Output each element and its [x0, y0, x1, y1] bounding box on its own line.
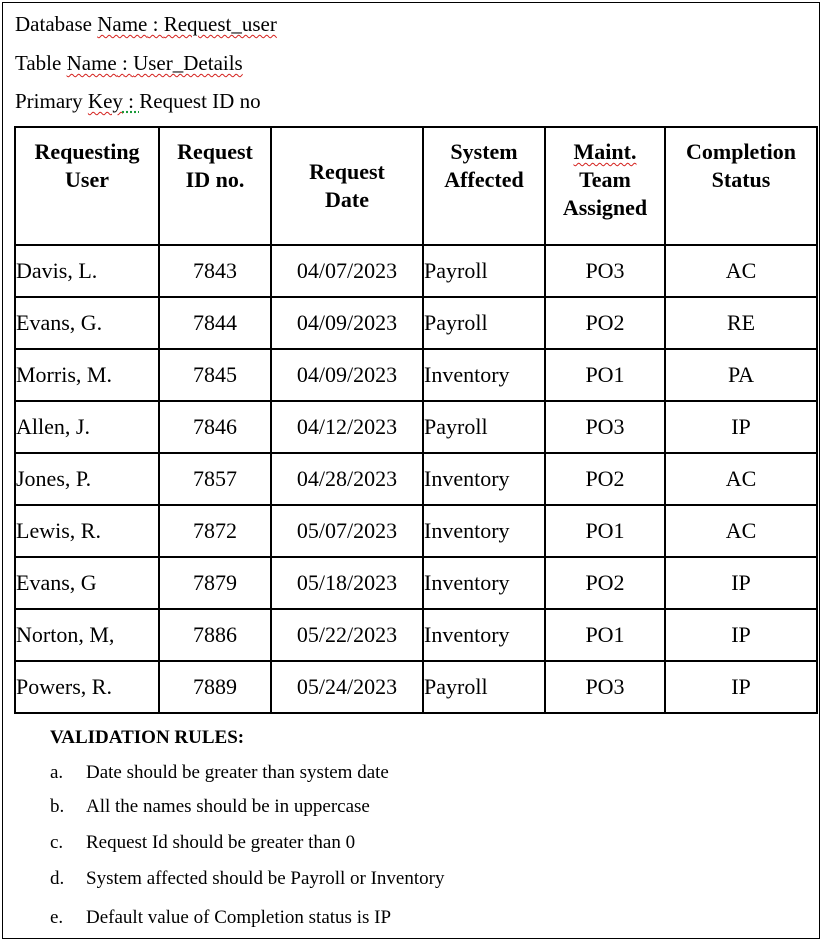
table-name-word: Name [66, 51, 117, 75]
primary-key-line [15, 89, 261, 113]
header-row [15, 127, 817, 245]
cell-user: Davis, L. [15, 245, 159, 297]
table-row [15, 609, 817, 661]
cell-request-date: 05/22/2023 [271, 609, 423, 661]
cell-team: PO2 [545, 297, 665, 349]
database-name-value: Request_user [163, 12, 277, 36]
cell-user: Lewis, R. [15, 505, 159, 557]
table-row [15, 297, 817, 349]
cell-system: Payroll [423, 661, 545, 713]
cell-system: Inventory [423, 505, 545, 557]
cell-team: PO1 [545, 349, 665, 401]
cell-team: PO2 [545, 557, 665, 609]
cell-system: Payroll [423, 297, 545, 349]
cell-team: PO2 [545, 453, 665, 505]
table-row [15, 401, 817, 453]
cell-team: PO3 [545, 401, 665, 453]
cell-request-date: 04/09/2023 [271, 297, 423, 349]
cell-request-id: 7889 [159, 661, 271, 713]
table-row [15, 349, 817, 401]
rule-item: e. Default value of Completion status is IP [50, 907, 392, 928]
cell-request-date: 04/09/2023 [271, 349, 423, 401]
cell-status: IP [665, 609, 817, 661]
database-label: Database [15, 12, 98, 36]
database-name-word: Name [97, 12, 148, 36]
cell-status: AC [665, 245, 817, 297]
table-row [15, 453, 817, 505]
table-name-line [15, 51, 243, 75]
header-completion-status: Completion Status [665, 127, 817, 245]
cell-user: Evans, G [15, 557, 159, 609]
cell-request-date: 04/28/2023 [271, 453, 423, 505]
cell-team: PO3 [545, 661, 665, 713]
header-requesting-user: Requesting User [15, 127, 159, 245]
cell-request-date: 04/12/2023 [271, 401, 423, 453]
cell-request-id: 7845 [159, 349, 271, 401]
header-request-id: Request ID no. [159, 127, 271, 245]
cell-system: Payroll [423, 245, 545, 297]
database-colon: : [147, 12, 164, 36]
cell-status: AC [665, 505, 817, 557]
table-row [15, 505, 817, 557]
cell-request-date: 04/07/2023 [271, 245, 423, 297]
cell-request-id: 7879 [159, 557, 271, 609]
cell-request-id: 7846 [159, 401, 271, 453]
cell-request-id: 7843 [159, 245, 271, 297]
cell-team: PO3 [545, 245, 665, 297]
cell-status: AC [665, 453, 817, 505]
header-maint-team: Maint. Team Assigned [545, 127, 665, 245]
cell-user: Powers, R. [15, 661, 159, 713]
cell-system: Inventory [423, 609, 545, 661]
cell-user: Jones, P. [15, 453, 159, 505]
cell-system: Inventory [423, 453, 545, 505]
rule-item: a. Date should be greater than system date [50, 762, 389, 783]
cell-request-date: 05/07/2023 [271, 505, 423, 557]
table-label: Table [15, 51, 67, 75]
cell-user: Morris, M. [15, 349, 159, 401]
user-details-table [14, 126, 818, 714]
cell-status: IP [665, 401, 817, 453]
rule-item: d. System affected should be Payroll or Inventory [50, 868, 445, 889]
rule-item: b. All the names should be in uppercase [50, 796, 370, 817]
cell-status: IP [665, 557, 817, 609]
validation-rules-title: VALIDATION RULES: [50, 727, 245, 748]
table-row [15, 557, 817, 609]
cell-status: PA [665, 349, 817, 401]
cell-request-id: 7857 [159, 453, 271, 505]
header-request-date: Request Date [271, 127, 423, 245]
cell-team: PO1 [545, 505, 665, 557]
primary-key-label: Primary [15, 89, 88, 113]
primary-key-colon: : [122, 89, 140, 113]
cell-request-id: 7872 [159, 505, 271, 557]
primary-key-value: Request ID no [139, 89, 261, 113]
cell-system: Payroll [423, 401, 545, 453]
cell-status: IP [665, 661, 817, 713]
cell-user: Allen, J. [15, 401, 159, 453]
validation-rules [50, 726, 445, 928]
table-colon: : [116, 51, 134, 75]
cell-system: Inventory [423, 557, 545, 609]
cell-request-id: 7886 [159, 609, 271, 661]
cell-request-id: 7844 [159, 297, 271, 349]
cell-team: PO1 [545, 609, 665, 661]
header-system-affected: System Affected [423, 127, 545, 245]
primary-key-word: Key [87, 89, 123, 113]
database-name-line [15, 12, 277, 36]
table-name-value: User_Details [133, 51, 243, 75]
cell-request-date: 05/24/2023 [271, 661, 423, 713]
cell-user: Norton, M, [15, 609, 159, 661]
cell-status: RE [665, 297, 817, 349]
table-row [15, 661, 817, 713]
rule-item: c. Request Id should be greater than 0 [50, 832, 356, 853]
cell-system: Inventory [423, 349, 545, 401]
table-row [15, 245, 817, 297]
cell-user: Evans, G. [15, 297, 159, 349]
cell-request-date: 05/18/2023 [271, 557, 423, 609]
